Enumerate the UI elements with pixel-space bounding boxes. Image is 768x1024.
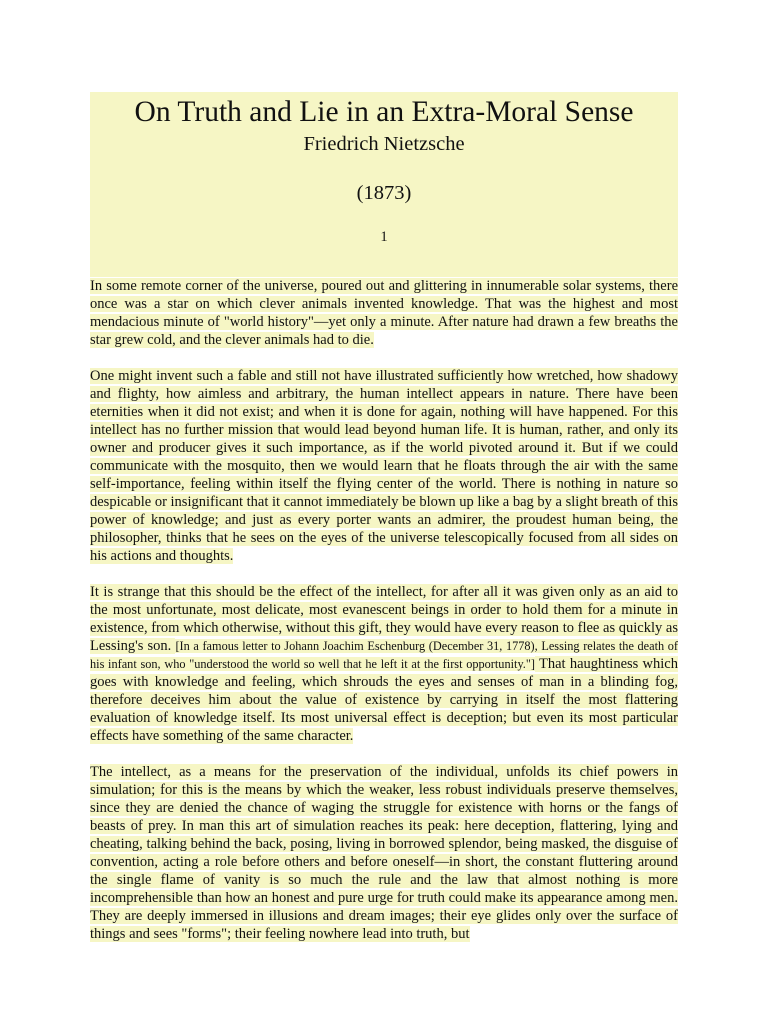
document-body <box>90 277 678 943</box>
paragraph-text: One might invent such a fable and still not have illustrated sufficiently how wretched, how shadowy and flighty, how aimless and arbitrary, the human intellect appears in nature. There have been eternities when it did not exist; and when it is done for again, nothing will have happened. For this intellect has no further mission that would lead beyond human life. It is human, rather, and only its owner and producer gives it such importance, as if the world pivoted around it. But if we could communicate with the mosquito, then we would learn that he floats through the air with the same self-importance, feeling within itself the flying center of the world. There is nothing in nature so despicable or insignificant that it cannot immediately be blown up like a bag by a slight breath of this power of knowledge; and just as every porter wants an admirer, the proudest human being, the philosopher, thinks that he sees on the eyes of the universe telescopically focused from all sides on his actions and thoughts. <box>90 368 678 564</box>
author-name: Friedrich Nietzsche <box>303 133 465 155</box>
paragraph-text: It is strange that this should be the effect of the intellect, for after all it was given only as an aid to the most unfortunate, most delicate, most evanescent beings in order to hold them for a minute in existence, from which otherwise, without this gift, they would have every reason to flee as quickly as Lessing's son. <box>90 584 678 654</box>
page-title: On Truth and Lie in an Extra-Moral Sense <box>134 96 634 128</box>
paragraph-text: That haughtiness which goes with knowledge and feeling, which shrouds the eyes and senses of man in a blinding fog, therefore deceives him about the value of existence by carrying in itself the most flattering evaluation of knowledge itself. Its most universal effect is deception; but even its most particular effects have something of the same character. <box>90 656 678 744</box>
paragraph-3 <box>90 583 678 745</box>
paragraph-2 <box>90 367 678 565</box>
section-number: 1 <box>380 229 388 245</box>
paragraph-1 <box>90 277 678 349</box>
publication-year: (1873) <box>356 182 412 204</box>
paragraph-text: The intellect, as a means for the preservation of the individual, unfolds its chief powers in simulation; for this is the means by which the weaker, less robust individuals preserve themselves, since they are denied the chance of waging the struggle for existence with horns or the fangs of beasts of prey. In man this art of simulation reaches its peak: here deception, flattering, lying and cheating, talking behind the back, posing, living in borrowed splendor, being masked, the disguise of convention, acting a role before others and before oneself—in short, the constant fluttering around the single flame of vanity is so much the rule and the law that almost nothing is more incomprehensible than how an honest and pure urge for truth could make its appearance among men. They are deeply immersed in illusions and dream images; their eye glides only over the surface of things and sees "forms"; their feeling nowhere lead into truth, but <box>90 764 678 942</box>
paragraph-4 <box>90 763 678 943</box>
paragraph-text: In some remote corner of the universe, poured out and glittering in innumerable solar systems, there once was a star on which clever animals invented knowledge. That was the highest and most mendacious minute of "world history"—yet only a minute. After nature had drawn a few breaths the star grew cold, and the clever animals had to die. <box>90 278 678 348</box>
document-page <box>90 92 678 961</box>
document-header <box>90 92 678 277</box>
footnote: [In a famous letter to Johann Joachim Eschenburg (December 31, 1778), Lessing relates the death of his infant son, who "understood the world so well that he left it at the first opportunity."] <box>90 639 678 671</box>
